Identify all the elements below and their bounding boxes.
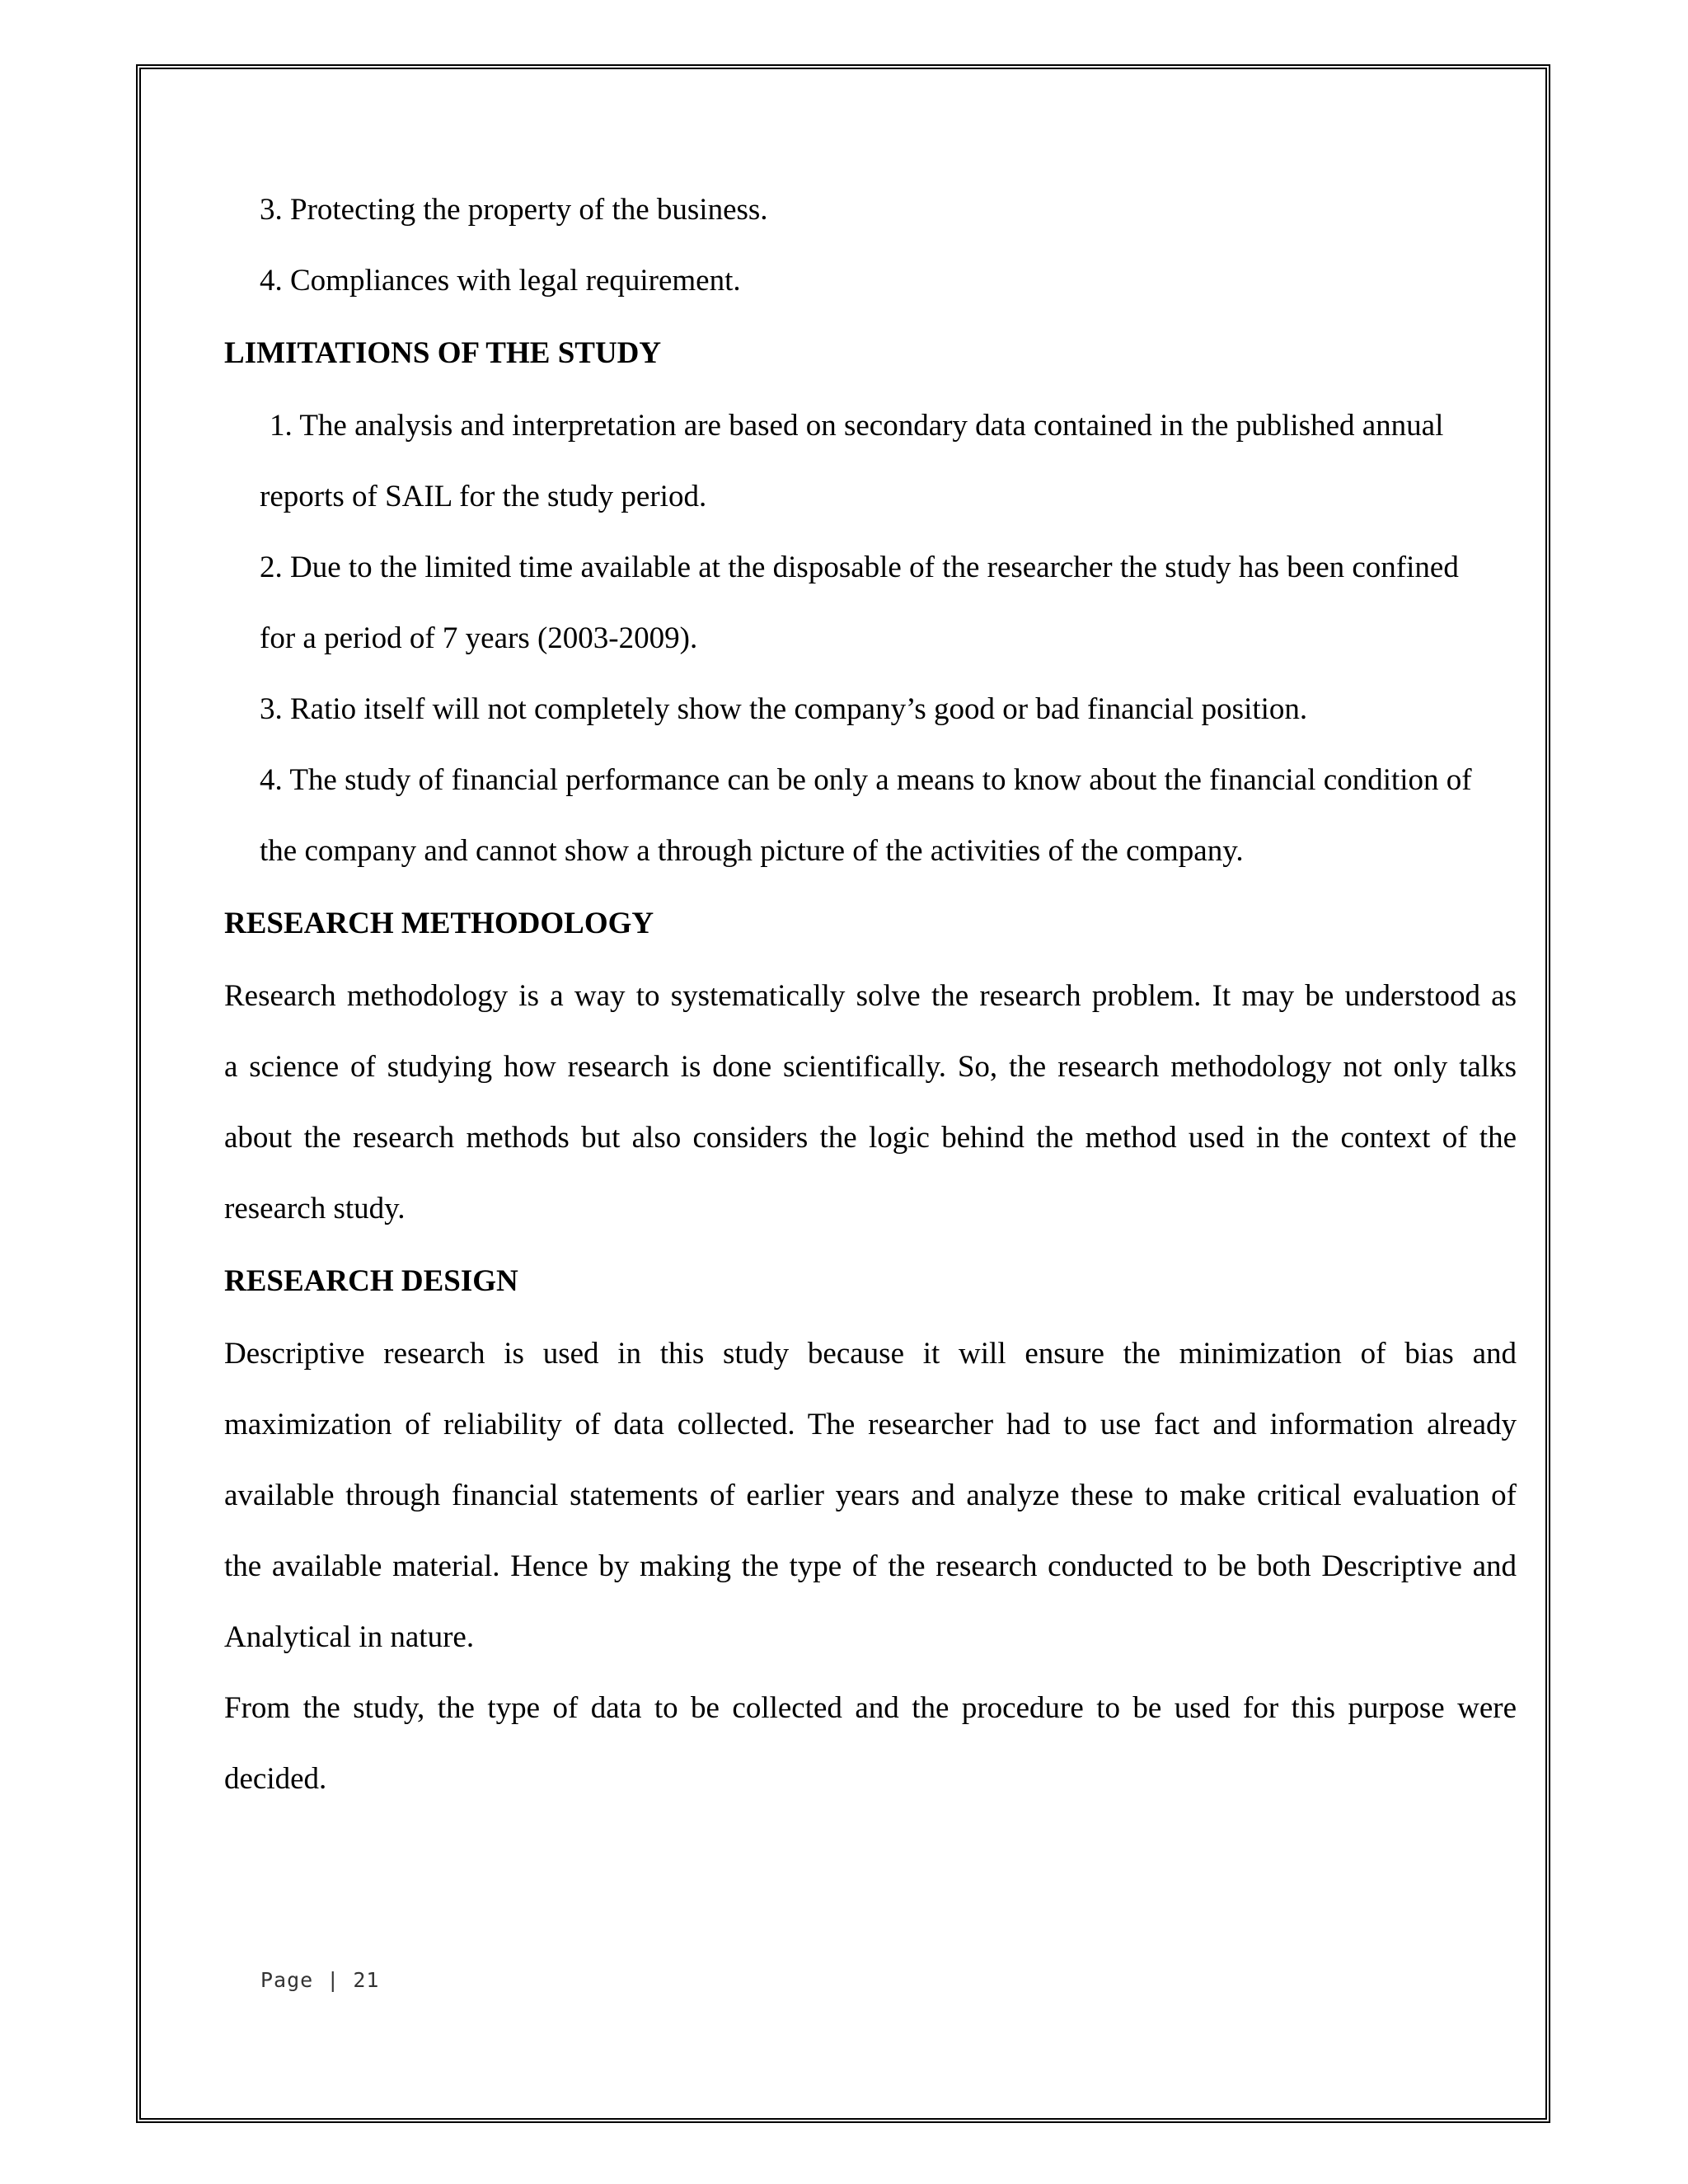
limitation-4-line-2: the company and cannot show a through picture of the activities of the company. <box>260 834 1244 868</box>
limitation-1-line-2: reports of SAIL for the study period. <box>260 480 707 513</box>
heading-limitations: LIMITATIONS OF THE STUDY <box>224 336 662 370</box>
heading-research-design: RESEARCH DESIGN <box>224 1264 518 1298</box>
document-body <box>224 175 1517 1815</box>
limitation-3: 3. Ratio itself will not completely show the company’s good or bad financial position. <box>260 692 1308 726</box>
methodology-line-1: Research methodology is a way to systematically solve the research problem. It may be understood as <box>224 979 1517 1013</box>
design-line-4: the available material. Hence by making the type of the research conducted to be both Descriptive and <box>224 1549 1517 1583</box>
list-item-protecting-property: 3. Protecting the property of the business. <box>260 193 768 227</box>
limitation-2-line-1: 2. Due to the limited time available at the disposable of the researcher the study has been confined <box>260 551 1459 584</box>
methodology-line-2: a science of studying how research is done scientifically. So, the research methodology not only talks <box>224 1050 1517 1084</box>
list-item-compliances: 4. Compliances with legal requirement. <box>260 264 741 298</box>
methodology-line-4: research study. <box>224 1192 406 1226</box>
limitation-4-line-1: 4. The study of financial performance can be only a means to know about the financial condition of <box>260 763 1472 797</box>
heading-research-methodology: RESEARCH METHODOLOGY <box>224 907 654 940</box>
limitation-1-line-1: 1. The analysis and interpretation are based on secondary data contained in the published annual <box>270 409 1444 443</box>
design-line-3: available through financial statements of earlier years and analyze these to make critical evaluation of <box>224 1479 1517 1512</box>
design-line-5: Analytical in nature. <box>224 1620 475 1654</box>
limitation-2-line-2: for a period of 7 years (2003-2009). <box>260 621 698 655</box>
methodology-line-3: about the research methods but also considers the logic behind the method used in the context of the <box>224 1121 1517 1155</box>
design-line-7: decided. <box>224 1762 327 1796</box>
design-line-2: maximization of reliability of data collected. The researcher had to use fact and information already <box>224 1408 1517 1441</box>
design-line-1: Descriptive research is used in this study because it will ensure the minimization of bias and <box>224 1337 1517 1371</box>
design-line-6: From the study, the type of data to be collected and the procedure to be used for this purpose were <box>224 1691 1517 1725</box>
page-number-footer: Page | 21 <box>260 1968 380 1992</box>
